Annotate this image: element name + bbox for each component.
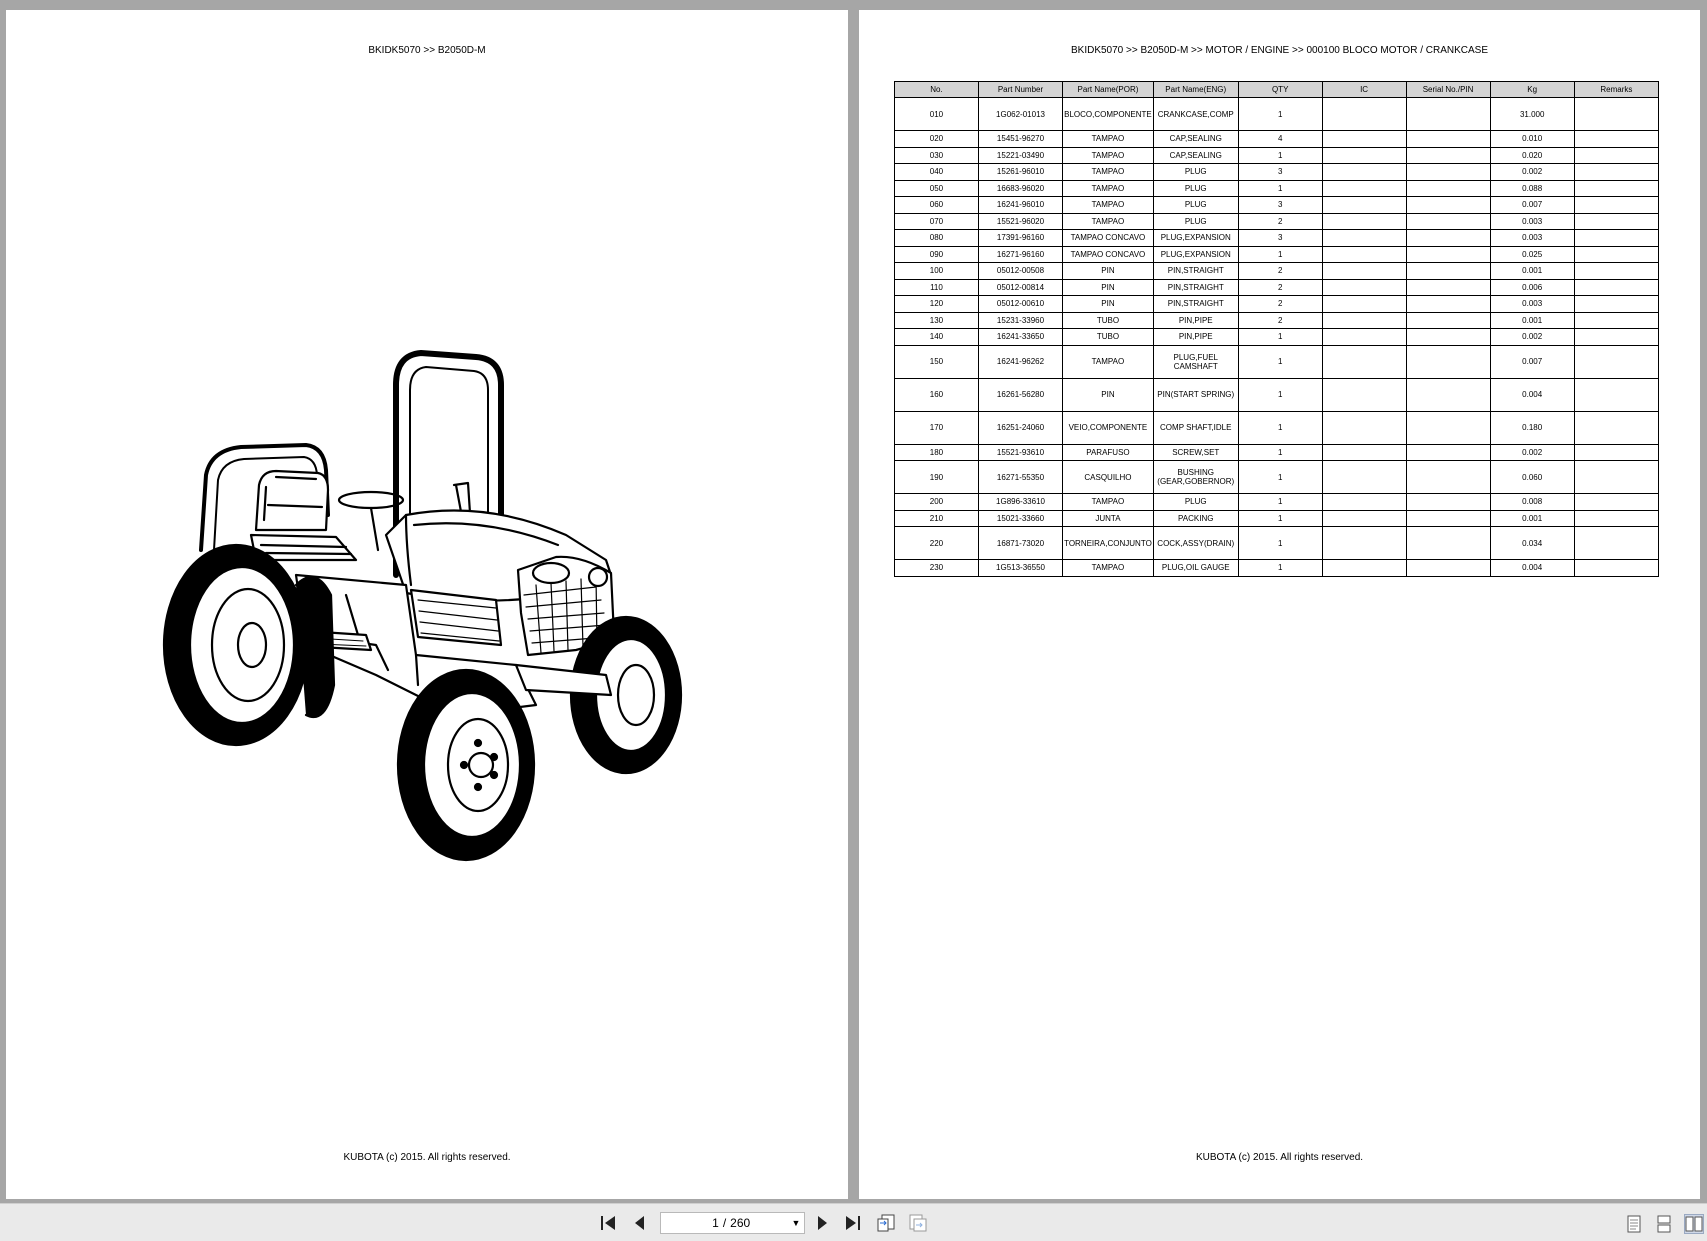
table-row	[895, 494, 1659, 511]
cell-part-name-por: TAMPAO	[1063, 560, 1154, 577]
cell-serial	[1406, 411, 1490, 444]
cell-part-name-eng: CRANKCASE,COMP	[1153, 98, 1238, 131]
single-page-view-button[interactable]	[1624, 1214, 1644, 1234]
cell-ic	[1322, 411, 1406, 444]
cell-serial	[1406, 213, 1490, 230]
cell-ic	[1322, 197, 1406, 214]
table-row	[895, 279, 1659, 296]
cell-kg: 0.034	[1490, 527, 1574, 560]
cell-part-name-por: TAMPAO	[1063, 180, 1154, 197]
cell-remarks	[1574, 180, 1658, 197]
cell-kg: 0.001	[1490, 263, 1574, 280]
continuous-view-button[interactable]	[1654, 1214, 1674, 1234]
cell-part-name-por: JUNTA	[1063, 510, 1154, 527]
cell-serial	[1406, 296, 1490, 313]
cell-ic	[1322, 230, 1406, 247]
cell-part-name-por: TAMPAO	[1063, 345, 1154, 378]
cell-part-name-eng: PACKING	[1153, 510, 1238, 527]
right-page-footer: KUBOTA (c) 2015. All rights reserved.	[1195, 1152, 1364, 1163]
cell-qty: 1	[1238, 147, 1322, 164]
table-row	[895, 345, 1659, 378]
cell-part-number: 05012-00814	[978, 279, 1062, 296]
cell-part-name-eng: PLUG,OIL GAUGE	[1153, 560, 1238, 577]
cell-no: 080	[895, 230, 979, 247]
chevron-down-icon[interactable]: ▼	[791, 1218, 801, 1228]
tractor-illustration	[156, 345, 736, 885]
col-header-part-name-eng: Part Name(ENG)	[1153, 82, 1238, 98]
cell-part-name-por: PIN	[1063, 378, 1154, 411]
cell-part-name-eng: COMP SHAFT,IDLE	[1153, 411, 1238, 444]
cell-part-name-eng: PIN,STRAIGHT	[1153, 279, 1238, 296]
left-page-breadcrumb: BKIDK5070 >> B2050D-M	[368, 45, 486, 56]
cell-part-name-por: TAMPAO	[1063, 213, 1154, 230]
last-page-button[interactable]	[843, 1213, 863, 1233]
cell-qty: 1	[1238, 411, 1322, 444]
continuous-page-icon	[1656, 1215, 1672, 1233]
cell-kg: 0.008	[1490, 494, 1574, 511]
cell-remarks	[1574, 230, 1658, 247]
cell-qty: 2	[1238, 213, 1322, 230]
cell-kg: 0.025	[1490, 246, 1574, 263]
cell-qty: 3	[1238, 197, 1322, 214]
cell-part-name-eng: PLUG	[1153, 164, 1238, 181]
cell-kg: 0.006	[1490, 279, 1574, 296]
cell-ic	[1322, 510, 1406, 527]
col-header-part-number: Part Number	[978, 82, 1062, 98]
table-row	[895, 329, 1659, 346]
cell-part-name-eng: PIN,PIPE	[1153, 312, 1238, 329]
cell-remarks	[1574, 246, 1658, 263]
cell-part-number: 1G513-36550	[978, 560, 1062, 577]
cell-part-name-eng: PIN,STRAIGHT	[1153, 296, 1238, 313]
cell-part-name-eng: COCK,ASSY(DRAIN)	[1153, 527, 1238, 560]
cell-remarks	[1574, 461, 1658, 494]
cell-part-name-por: TUBO	[1063, 329, 1154, 346]
cell-part-number: 15451-96270	[978, 131, 1062, 148]
table-row	[895, 263, 1659, 280]
cell-part-name-eng: PLUG,EXPANSION	[1153, 246, 1238, 263]
fit-page-button[interactable]	[908, 1213, 928, 1233]
cell-remarks	[1574, 378, 1658, 411]
cell-ic	[1322, 345, 1406, 378]
cell-qty: 1	[1238, 378, 1322, 411]
cell-kg: 0.004	[1490, 378, 1574, 411]
cell-no: 060	[895, 197, 979, 214]
cell-qty: 2	[1238, 263, 1322, 280]
cell-remarks	[1574, 131, 1658, 148]
cell-kg: 0.002	[1490, 444, 1574, 461]
cell-no: 100	[895, 263, 979, 280]
cell-qty: 1	[1238, 329, 1322, 346]
fit-page-icon	[908, 1213, 928, 1233]
cell-part-name-eng: PLUG	[1153, 213, 1238, 230]
cell-part-name-eng: PIN(START SPRING)	[1153, 378, 1238, 411]
table-row	[895, 131, 1659, 148]
col-header-part-name-por: Part Name(POR)	[1063, 82, 1154, 98]
cell-serial	[1406, 494, 1490, 511]
table-row	[895, 98, 1659, 131]
cell-part-name-eng: CAP,SEALING	[1153, 131, 1238, 148]
cell-ic	[1322, 213, 1406, 230]
table-row	[895, 411, 1659, 444]
cell-serial	[1406, 527, 1490, 560]
cell-ic	[1322, 164, 1406, 181]
cell-qty: 1	[1238, 180, 1322, 197]
right-page	[859, 10, 1700, 1199]
cell-ic	[1322, 312, 1406, 329]
cell-remarks	[1574, 560, 1658, 577]
cell-kg: 0.010	[1490, 131, 1574, 148]
cell-remarks	[1574, 213, 1658, 230]
cell-part-number: 15021-33660	[978, 510, 1062, 527]
cell-qty: 2	[1238, 312, 1322, 329]
table-row	[895, 246, 1659, 263]
col-header-no: No.	[895, 82, 979, 98]
table-row	[895, 147, 1659, 164]
table-row	[895, 461, 1659, 494]
cell-no: 130	[895, 312, 979, 329]
cell-remarks	[1574, 164, 1658, 181]
cell-remarks	[1574, 527, 1658, 560]
cell-remarks	[1574, 279, 1658, 296]
table-row	[895, 180, 1659, 197]
cell-ic	[1322, 329, 1406, 346]
two-page-view-button[interactable]	[1684, 1214, 1704, 1234]
cell-part-number: 15261-96010	[978, 164, 1062, 181]
last-page-icon	[844, 1214, 862, 1232]
cell-part-number: 1G896-33610	[978, 494, 1062, 511]
cell-part-name-por: PIN	[1063, 263, 1154, 280]
cell-kg: 31.000	[1490, 98, 1574, 131]
cell-ic	[1322, 296, 1406, 313]
cell-qty: 2	[1238, 296, 1322, 313]
total-pages: 260	[730, 1216, 751, 1230]
cell-serial	[1406, 378, 1490, 411]
cell-serial	[1406, 164, 1490, 181]
cell-part-name-por: TORNEIRA,CONJUNTO	[1063, 527, 1154, 560]
table-row	[895, 213, 1659, 230]
cell-part-name-eng: PLUG	[1153, 197, 1238, 214]
cell-ic	[1322, 378, 1406, 411]
two-page-icon	[1685, 1215, 1703, 1233]
cell-part-name-por: TAMPAO	[1063, 147, 1154, 164]
cell-no: 020	[895, 131, 979, 148]
table-row	[895, 312, 1659, 329]
cell-qty: 1	[1238, 510, 1322, 527]
table-row	[895, 378, 1659, 411]
prev-page-button[interactable]	[630, 1213, 650, 1233]
cell-remarks	[1574, 444, 1658, 461]
cell-part-number: 16251-24060	[978, 411, 1062, 444]
cell-no: 010	[895, 98, 979, 131]
cell-kg: 0.007	[1490, 345, 1574, 378]
cell-qty: 1	[1238, 527, 1322, 560]
cell-no: 160	[895, 378, 979, 411]
cell-part-name-por: TAMPAO	[1063, 131, 1154, 148]
cell-serial	[1406, 246, 1490, 263]
col-header-remarks: Remarks	[1574, 82, 1658, 98]
cell-remarks	[1574, 494, 1658, 511]
cell-part-number: 15231-33960	[978, 312, 1062, 329]
cell-qty: 1	[1238, 345, 1322, 378]
cell-kg: 0.003	[1490, 230, 1574, 247]
cell-part-number: 15521-96020	[978, 213, 1062, 230]
cell-no: 110	[895, 279, 979, 296]
cell-part-number: 16241-96262	[978, 345, 1062, 378]
cell-part-number: 16261-56280	[978, 378, 1062, 411]
cell-no: 150	[895, 345, 979, 378]
viewer-toolbar	[0, 1203, 1707, 1241]
cell-part-name-eng: PLUG,EXPANSION	[1153, 230, 1238, 247]
page-number-selector[interactable]	[660, 1212, 805, 1234]
single-page-icon	[1626, 1215, 1642, 1233]
cell-no: 030	[895, 147, 979, 164]
cell-remarks	[1574, 98, 1658, 131]
cell-serial	[1406, 329, 1490, 346]
cell-kg: 0.180	[1490, 411, 1574, 444]
cell-part-name-eng: PLUG,FUEL CAMSHAFT	[1153, 345, 1238, 378]
cell-serial	[1406, 461, 1490, 494]
cell-serial	[1406, 147, 1490, 164]
cell-kg: 0.007	[1490, 197, 1574, 214]
cell-qty: 1	[1238, 560, 1322, 577]
cell-kg: 0.003	[1490, 296, 1574, 313]
col-header-ic: IC	[1322, 82, 1406, 98]
cell-serial	[1406, 510, 1490, 527]
cell-part-name-por: CASQUILHO	[1063, 461, 1154, 494]
cell-part-name-por: PARAFUSO	[1063, 444, 1154, 461]
cell-part-number: 16271-96160	[978, 246, 1062, 263]
cell-qty: 3	[1238, 164, 1322, 181]
cell-part-name-por: TAMPAO	[1063, 164, 1154, 181]
cell-part-name-por: TAMPAO	[1063, 494, 1154, 511]
table-row	[895, 296, 1659, 313]
col-header-serial: Serial No./PIN	[1406, 82, 1490, 98]
cell-no: 070	[895, 213, 979, 230]
cell-serial	[1406, 345, 1490, 378]
cell-ic	[1322, 131, 1406, 148]
cell-qty: 1	[1238, 461, 1322, 494]
cell-part-name-eng: CAP,SEALING	[1153, 147, 1238, 164]
cell-serial	[1406, 263, 1490, 280]
cell-kg: 0.020	[1490, 147, 1574, 164]
cell-part-number: 15221-03490	[978, 147, 1062, 164]
cell-no: 180	[895, 444, 979, 461]
cell-ic	[1322, 147, 1406, 164]
col-header-qty: QTY	[1238, 82, 1322, 98]
cell-no: 090	[895, 246, 979, 263]
cell-kg: 0.088	[1490, 180, 1574, 197]
cell-part-number: 16271-55350	[978, 461, 1062, 494]
current-page[interactable]: 1	[712, 1216, 719, 1230]
cell-remarks	[1574, 296, 1658, 313]
right-page-breadcrumb: BKIDK5070 >> B2050D-M >> MOTOR / ENGINE >> 000100 BLOCO MOTOR / CRANKCASE	[1070, 45, 1489, 56]
cell-no: 050	[895, 180, 979, 197]
next-page-button[interactable]	[812, 1213, 832, 1233]
cell-part-number: 05012-00610	[978, 296, 1062, 313]
cell-qty: 4	[1238, 131, 1322, 148]
cell-serial	[1406, 180, 1490, 197]
cell-kg: 0.004	[1490, 560, 1574, 577]
cell-remarks	[1574, 411, 1658, 444]
cell-ic	[1322, 461, 1406, 494]
cell-part-name-eng: PIN,STRAIGHT	[1153, 263, 1238, 280]
cell-part-name-por: TAMPAO CONCAVO	[1063, 246, 1154, 263]
table-row	[895, 230, 1659, 247]
table-row	[895, 164, 1659, 181]
cell-part-number: 16683-96020	[978, 180, 1062, 197]
cell-part-number: 15521-93610	[978, 444, 1062, 461]
cell-no: 120	[895, 296, 979, 313]
cell-serial	[1406, 560, 1490, 577]
cell-qty: 1	[1238, 98, 1322, 131]
cell-kg: 0.002	[1490, 164, 1574, 181]
cell-serial	[1406, 230, 1490, 247]
cell-serial	[1406, 444, 1490, 461]
cell-ic	[1322, 444, 1406, 461]
cell-part-number: 16871-73020	[978, 527, 1062, 560]
cell-ic	[1322, 246, 1406, 263]
prev-page-icon	[631, 1214, 649, 1232]
cell-ic	[1322, 494, 1406, 511]
cell-ic	[1322, 263, 1406, 280]
table-row	[895, 197, 1659, 214]
cell-part-number: 16241-96010	[978, 197, 1062, 214]
cell-part-name-por: VEIO,COMPONENTE	[1063, 411, 1154, 444]
cell-part-name-eng: SCREW,SET	[1153, 444, 1238, 461]
cell-serial	[1406, 312, 1490, 329]
cell-part-name-eng: BUSHING (GEAR,GOBERNOR)	[1153, 461, 1238, 494]
cell-ic	[1322, 560, 1406, 577]
cell-no: 140	[895, 329, 979, 346]
cell-remarks	[1574, 147, 1658, 164]
cell-remarks	[1574, 263, 1658, 280]
cell-kg: 0.060	[1490, 461, 1574, 494]
page-separator: /	[722, 1216, 727, 1230]
cell-kg: 0.001	[1490, 510, 1574, 527]
cell-qty: 3	[1238, 230, 1322, 247]
cell-part-name-por: TAMPAO CONCAVO	[1063, 230, 1154, 247]
fit-width-button[interactable]	[876, 1213, 896, 1233]
cell-remarks	[1574, 197, 1658, 214]
cell-part-number: 16241-33650	[978, 329, 1062, 346]
cell-qty: 1	[1238, 246, 1322, 263]
cell-serial	[1406, 131, 1490, 148]
cell-ic	[1322, 180, 1406, 197]
cell-no: 200	[895, 494, 979, 511]
cell-no: 170	[895, 411, 979, 444]
cell-ic	[1322, 98, 1406, 131]
cell-remarks	[1574, 312, 1658, 329]
parts-table	[894, 81, 1659, 577]
parts-table-header	[895, 82, 1659, 98]
table-row	[895, 527, 1659, 560]
cell-kg: 0.001	[1490, 312, 1574, 329]
cell-qty: 2	[1238, 279, 1322, 296]
cell-kg: 0.003	[1490, 213, 1574, 230]
fit-width-icon	[876, 1213, 896, 1233]
cell-serial	[1406, 279, 1490, 296]
table-row	[895, 510, 1659, 527]
cell-part-number: 05012-00508	[978, 263, 1062, 280]
left-page-footer: KUBOTA (c) 2015. All rights reserved.	[343, 1152, 511, 1163]
cell-ic	[1322, 279, 1406, 296]
cell-ic	[1322, 527, 1406, 560]
next-page-icon	[813, 1214, 831, 1232]
left-page	[6, 10, 848, 1199]
cell-no: 190	[895, 461, 979, 494]
cell-part-name-por: BLOCO,COMPONENTE	[1063, 98, 1154, 131]
table-row	[895, 560, 1659, 577]
cell-qty: 1	[1238, 494, 1322, 511]
cell-remarks	[1574, 510, 1658, 527]
cell-part-name-por: TAMPAO	[1063, 197, 1154, 214]
cell-part-number: 1G062-01013	[978, 98, 1062, 131]
cell-no: 230	[895, 560, 979, 577]
cell-no: 210	[895, 510, 979, 527]
cell-part-name-por: PIN	[1063, 296, 1154, 313]
cell-no: 220	[895, 527, 979, 560]
cell-part-name-eng: PIN,PIPE	[1153, 329, 1238, 346]
col-header-kg: Kg	[1490, 82, 1574, 98]
cell-remarks	[1574, 345, 1658, 378]
cell-part-name-eng: PLUG	[1153, 180, 1238, 197]
cell-part-name-eng: PLUG	[1153, 494, 1238, 511]
cell-qty: 1	[1238, 444, 1322, 461]
first-page-icon	[599, 1214, 617, 1232]
cell-serial	[1406, 98, 1490, 131]
cell-part-name-por: PIN	[1063, 279, 1154, 296]
cell-part-number: 17391-96160	[978, 230, 1062, 247]
first-page-button[interactable]	[598, 1213, 618, 1233]
table-row	[895, 444, 1659, 461]
cell-part-name-por: TUBO	[1063, 312, 1154, 329]
cell-serial	[1406, 197, 1490, 214]
cell-remarks	[1574, 329, 1658, 346]
cell-kg: 0.002	[1490, 329, 1574, 346]
cell-no: 040	[895, 164, 979, 181]
